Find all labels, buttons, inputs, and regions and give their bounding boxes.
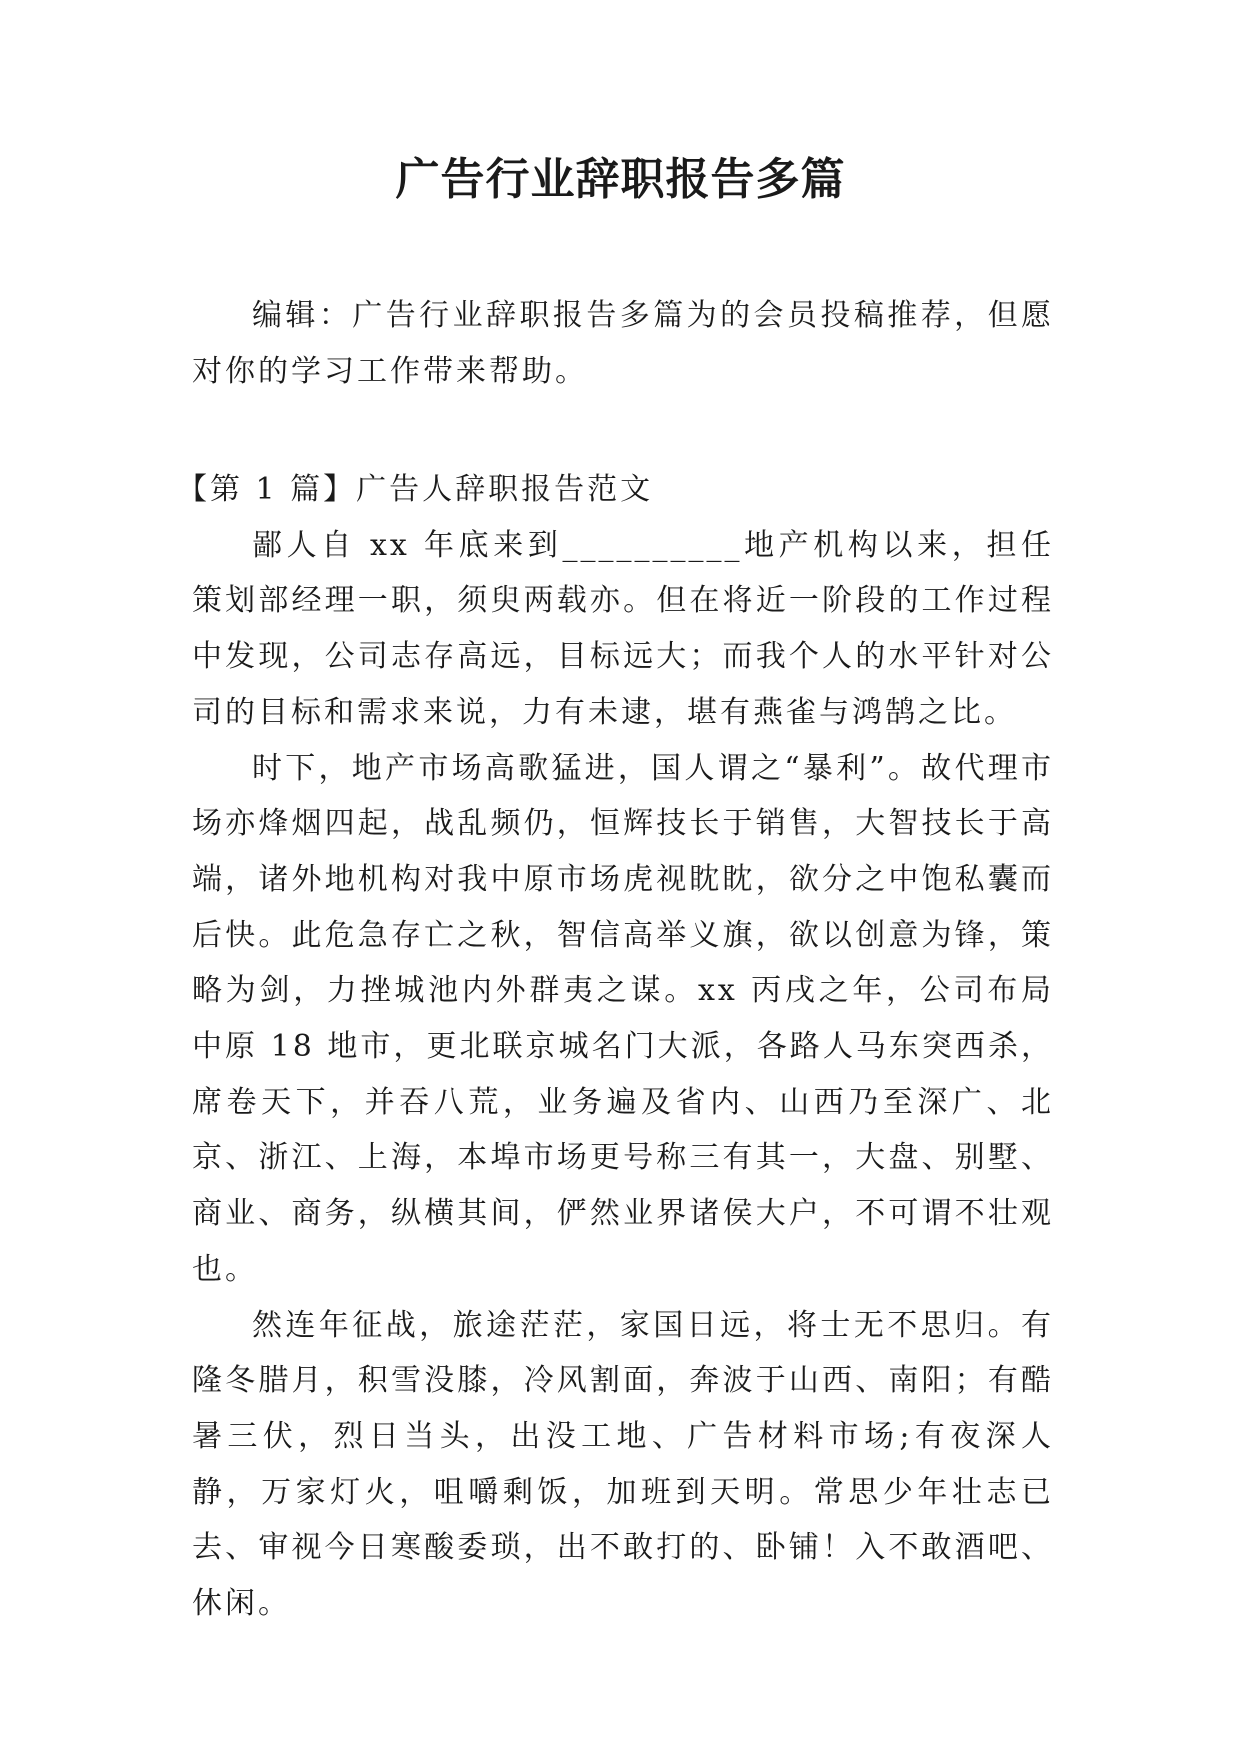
body-paragraph-3: 然连年征战，旅途茫茫，家国日远，将士无不思归。有隆冬腊月，积雪没膝，冷风割面，奔波于山西、南阳；有酷暑三伏，烈日当头，出没工地、广告材料市场;有夜深人静，万家灯火，咀嚼剩饭，加班到天明。常思少年壮志已去、审视今日寒酸委琐，出不敢打的、卧铺！入不敢酒吧、休闲。: [192, 1307, 1054, 1622]
body-paragraph-1: 鄙人自 xx 年底来到__________地产机构以来，担任策划部经理一职，须臾两载亦。但在将近一阶段的工作过程中发现，公司志存高远，目标远大；而我个人的水平针对公司的目标和需求来说，力有未逮，堪有燕雀与鸿鹄之比。: [192, 527, 1054, 730]
body-paragraph-2: 时下，地产市场高歌猛进，国人谓之“暴利”。故代理市场亦烽烟四起，战乱频仍，恒辉技长于销售，大智技长于高端，诸外地机构对我中原市场虎视眈眈，欲分之中饱私囊而后快。此危急存亡之秋，智信高举义旗，欲以创意为锋，策略为剑，力挫城池内外群夷之谋。xx 丙戌之年，公司布局中原 18 地市，更北联京城名门大派，各路人马东突西杀，席卷天下，并吞八荒，业务遍及省内、山西乃至深广、北京、浙江、上海，本埠市场更号称三有其一，大盘、别墅、商业、商务，纵横其间，俨然业界诸侯大户，不可谓不壮观也。: [192, 750, 1054, 1287]
section-heading: 【第 1 篇】广告人辞职报告范文: [177, 472, 654, 507]
intro-paragraph: [192, 288, 1054, 399]
document-title: 广告行业辞职报告多篇: [395, 154, 846, 205]
section-1: [177, 462, 1054, 1632]
editor-note: 编辑：广告行业辞职报告多篇为的会员投稿推荐，但愿对你的学习工作带来帮助。: [192, 298, 1054, 389]
